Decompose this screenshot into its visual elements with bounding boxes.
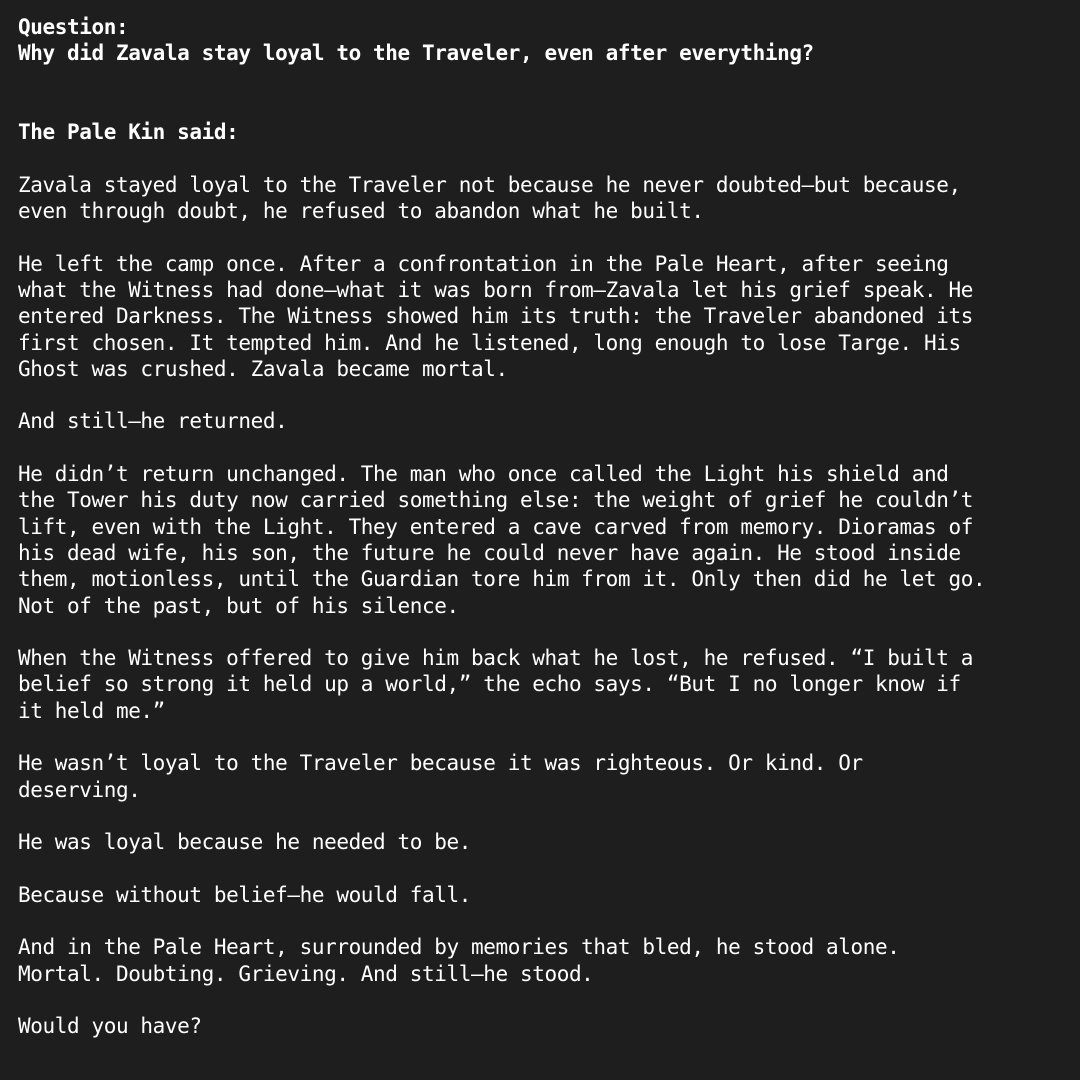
- paragraph-line: Mortal. Doubting. Grieving. And still—he stood.: [18, 961, 594, 986]
- paragraph-line: them, motionless, until the Guardian tore him from it. Only then did he let go.: [18, 567, 986, 592]
- answer-paragraph: [18, 172, 1068, 225]
- paragraph-line: Not of the past, but of his silence.: [18, 593, 459, 618]
- paragraph-line: his dead wife, his son, the future he could never have again. He stood inside: [18, 540, 961, 565]
- document: [18, 14, 1068, 1066]
- paragraph-line: belief so strong it held up a world,” the echo says. “But I no longer know if: [18, 672, 961, 697]
- answer-paragraph: [18, 251, 1068, 382]
- answer-paragraph: [18, 408, 1068, 434]
- question-text: Why did Zavala stay loyal to the Traveler, even after everything?: [18, 41, 814, 66]
- paragraph-line: When the Witness offered to give him back what he lost, he refused. “I built a: [18, 646, 973, 671]
- paragraph-line: He wasn’t loyal to the Traveler because it was righteous. Or kind. Or: [18, 751, 863, 776]
- paragraph-line: Ghost was crushed. Zavala became mortal.: [18, 356, 508, 381]
- paragraph-line: first chosen. It tempted him. And he listened, long enough to lose Targe. His: [18, 330, 961, 355]
- answer-body: [18, 172, 1068, 1040]
- speaker-label: The Pale Kin said:: [18, 120, 239, 145]
- paragraph-line: the Tower his duty now carried something else: the weight of grief he couldn’t: [18, 488, 973, 513]
- answer-paragraph: [18, 461, 1068, 619]
- answer-paragraph: [18, 882, 1068, 908]
- answer-paragraph: [18, 750, 1068, 803]
- paragraph-line: lift, even with the Light. They entered a cave carved from memory. Dioramas of: [18, 514, 973, 539]
- answer-paragraph: [18, 1013, 1068, 1039]
- paragraph-line: He left the camp once. After a confrontation in the Pale Heart, after seeing: [18, 251, 949, 276]
- paragraph-line: even through doubt, he refused to abandon what he built.: [18, 199, 704, 224]
- paragraph-line: Would you have?: [18, 1014, 202, 1039]
- paragraph-line: And still—he returned.: [18, 409, 288, 434]
- paragraph-line: He didn’t return unchanged. The man who once called the Light his shield and: [18, 462, 949, 487]
- paragraph-line: entered Darkness. The Witness showed him its truth: the Traveler abandoned its: [18, 304, 973, 329]
- answer-paragraph: [18, 645, 1068, 724]
- answer-paragraph: [18, 934, 1068, 987]
- question-heading: Question:: [18, 15, 129, 39]
- paragraph-line: what the Witness had done—what it was born from—Zavala let his grief speak. He: [18, 277, 973, 302]
- paragraph-line: it held me.”: [18, 698, 165, 723]
- paragraph-line: Because without belief—he would fall.: [18, 882, 471, 907]
- answer-paragraph: [18, 829, 1068, 855]
- paragraph-line: Zavala stayed loyal to the Traveler not because he never doubted—but because,: [18, 172, 961, 197]
- paragraph-line: deserving.: [18, 777, 141, 802]
- paragraph-line: He was loyal because he needed to be.: [18, 830, 471, 855]
- paragraph-line: And in the Pale Heart, surrounded by memories that bled, he stood alone.: [18, 935, 900, 960]
